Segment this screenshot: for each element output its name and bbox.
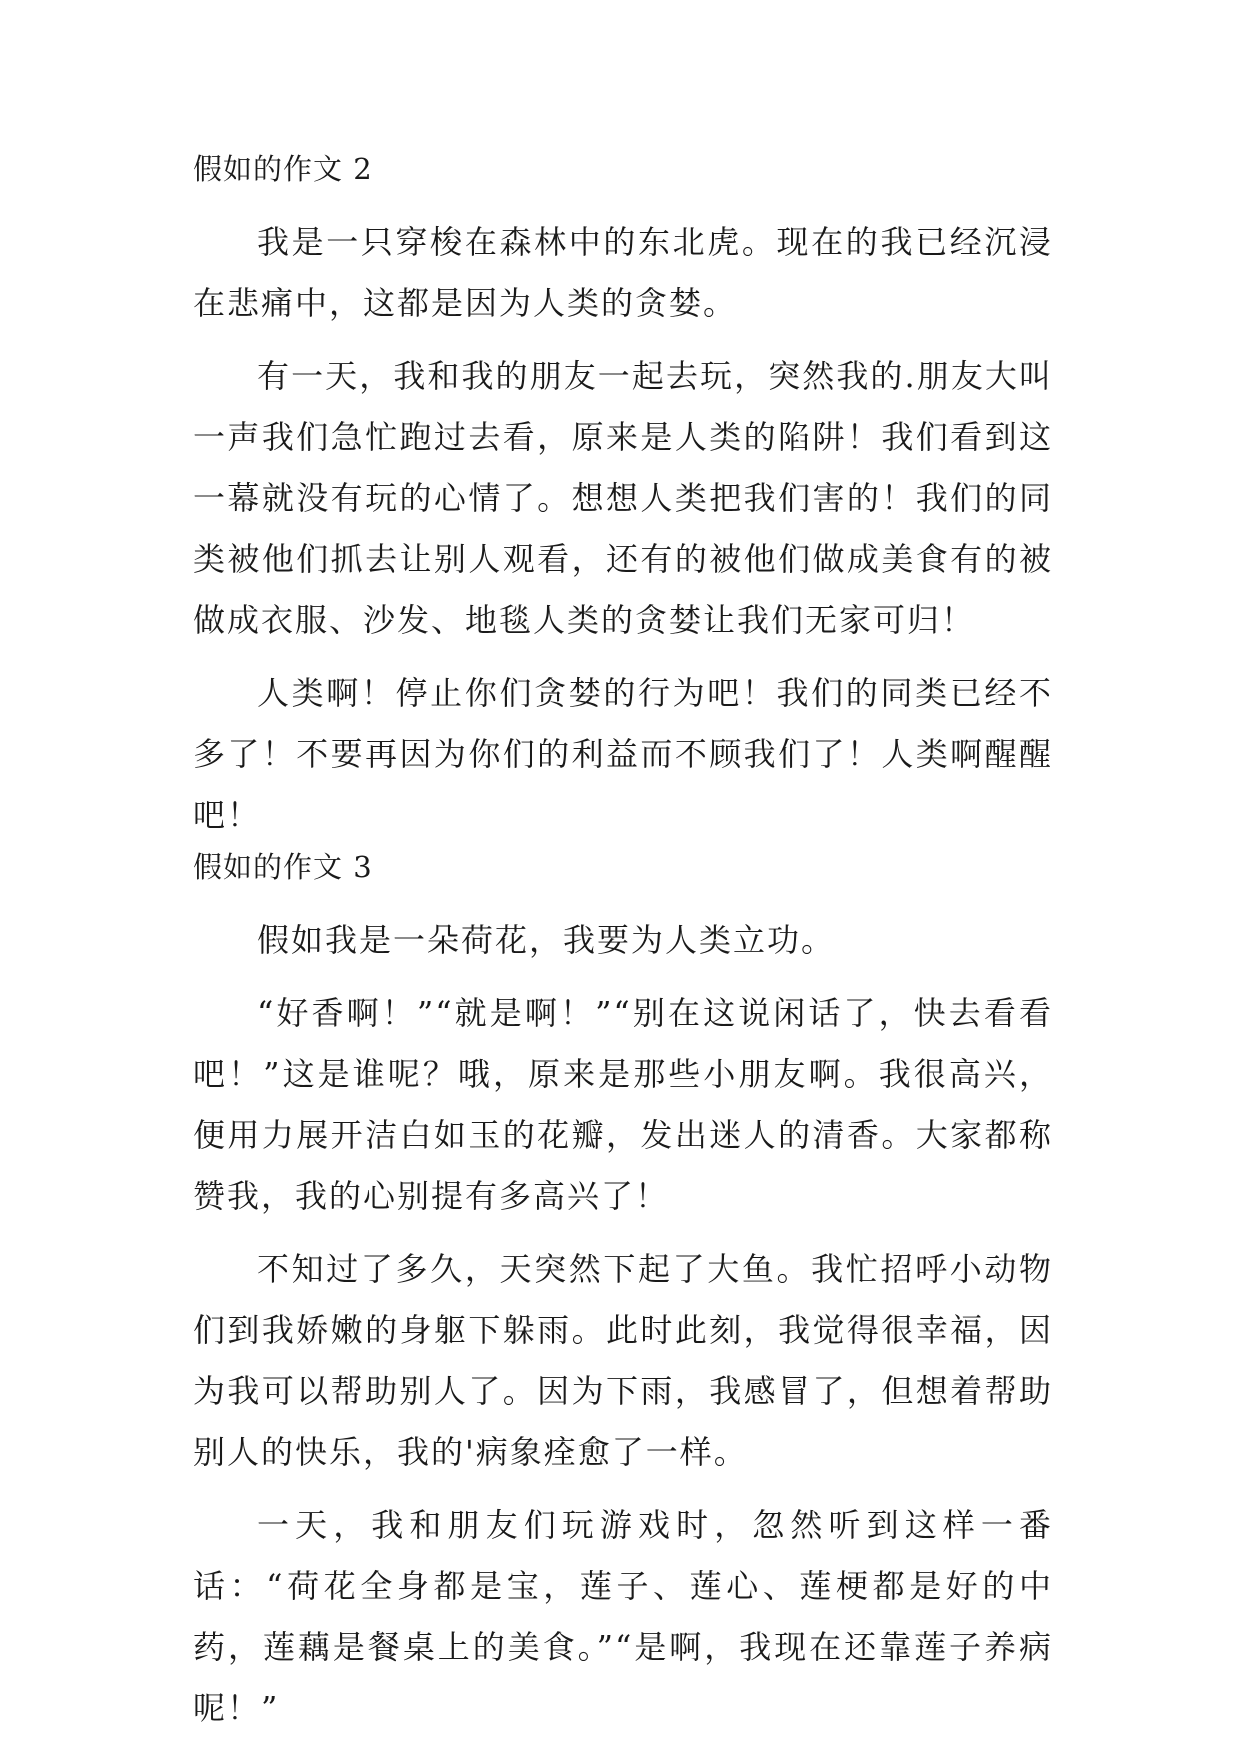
- paragraph: 有一天，我和我的朋友一起去玩，突然我的.朋友大叫一声我们急忙跑过去看，原来是人类的陷阱！我们看到这一幕就没有玩的心情了。想想人类把我们害的！我们的同类被他们抓去让别人观看，还有的被他们做成美食有的被做成衣服、沙发、地毯人类的贪婪让我们无家可归！: [193, 357, 1053, 639]
- paragraph: 人类啊！停止你们贪婪的行为吧！我们的同类已经不多了！不要再因为你们的利益而不顾我们了！人类啊醒醒吧！: [193, 674, 1053, 834]
- paragraph: “好香啊！”“就是啊！”“别在这说闲话了，快去看看吧！”这是谁呢？哦，原来是那些小朋友啊。我很高兴，便用力展开洁白如玉的花瓣，发出迷人的清香。大家都称赞我，我的心别提有多高兴了！: [193, 994, 1053, 1215]
- section-title: 假如的作文 3: [193, 850, 373, 884]
- paragraph: 我是一只穿梭在森林中的东北虎。现在的我已经沉浸在悲痛中，这都是因为人类的贪婪。: [193, 223, 1053, 322]
- document-page: [193, 150, 1053, 1739]
- paragraph: 不知过了多久，天突然下起了大鱼。我忙招呼小动物们到我娇嫩的身躯下躲雨。此时此刻，我觉得很幸福，因为我可以帮助别人了。因为下雨，我感冒了，但想着帮助别人的快乐，我的'病象痊愈了一样。: [193, 1250, 1053, 1471]
- paragraph: 一天，我和朋友们玩游戏时，忽然听到这样一番话：“荷花全身都是宝，莲子、莲心、莲梗都是好的中药，莲藕是餐桌上的美食。”“是啊，我现在还靠莲子养病呢！”: [193, 1506, 1053, 1727]
- section-title: 假如的作文 2: [193, 152, 373, 186]
- paragraph: 假如我是一朵荷花，我要为人类立功。: [257, 921, 836, 959]
